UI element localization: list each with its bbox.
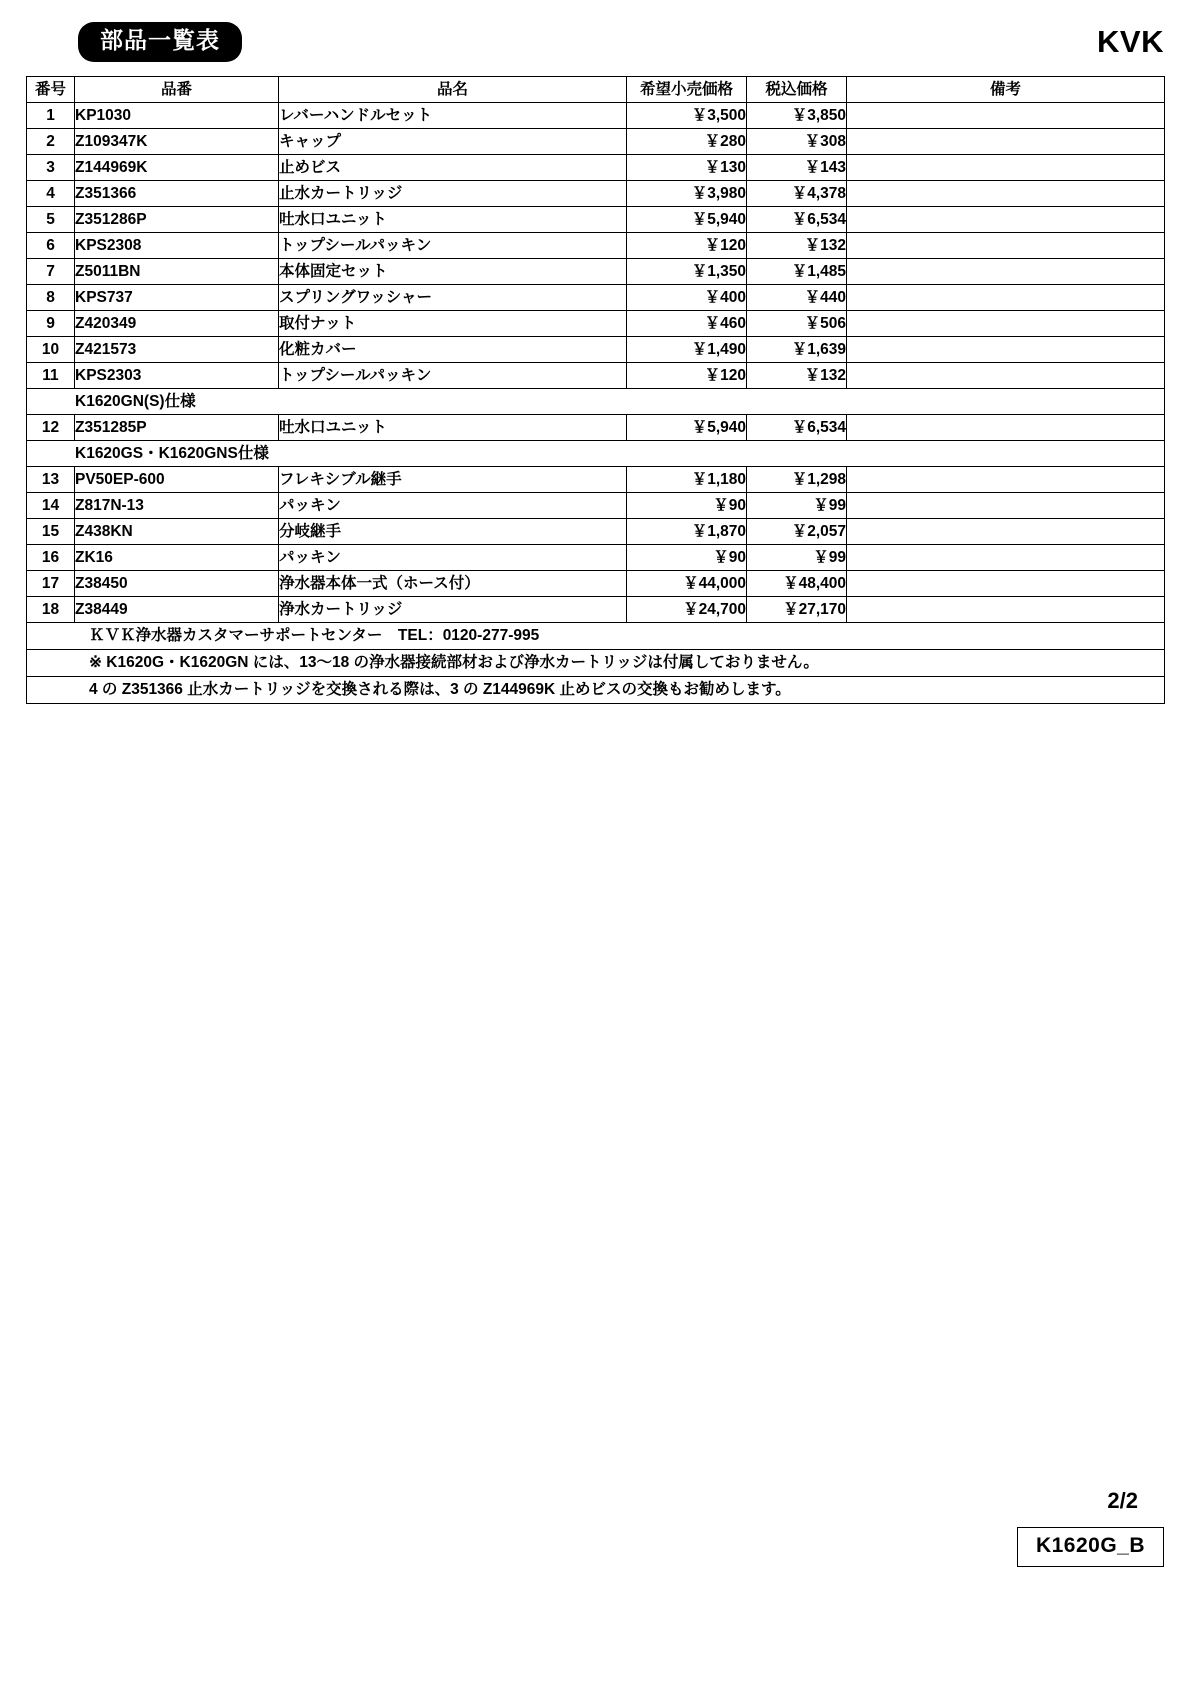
table-row bbox=[27, 337, 1165, 363]
cell-no: 7 bbox=[27, 259, 75, 285]
cell-note bbox=[847, 259, 1165, 285]
cell-no: 10 bbox=[27, 337, 75, 363]
cell-note bbox=[847, 597, 1165, 623]
cell-note bbox=[847, 155, 1165, 181]
table-row bbox=[27, 493, 1165, 519]
cell-name: 分岐継手 bbox=[279, 519, 627, 545]
table-row bbox=[27, 129, 1165, 155]
cell-price: ￥120 bbox=[627, 363, 747, 389]
table-row bbox=[27, 415, 1165, 441]
recommendation-text: 4 の Z351366 止水カートリッジを交換される際は、3 の Z144969K 止めビスの交換もお勧めします。 bbox=[27, 677, 1165, 704]
cell-name: パッキン bbox=[279, 545, 627, 571]
cell-code: Z109347K bbox=[75, 129, 279, 155]
cell-price: ￥280 bbox=[627, 129, 747, 155]
cell-note bbox=[847, 103, 1165, 129]
cell-tax: ￥132 bbox=[747, 233, 847, 259]
cell-no: 18 bbox=[27, 597, 75, 623]
col-header-price: 希望小売価格 bbox=[627, 77, 747, 103]
cell-code: KPS737 bbox=[75, 285, 279, 311]
cell-tax: ￥1,485 bbox=[747, 259, 847, 285]
table-row bbox=[27, 571, 1165, 597]
table-row bbox=[27, 467, 1165, 493]
cell-no: 11 bbox=[27, 363, 75, 389]
cell-code: Z144969K bbox=[75, 155, 279, 181]
cell-tax: ￥3,850 bbox=[747, 103, 847, 129]
disclaimer-row bbox=[27, 650, 1165, 677]
cell-name: 化粧カバー bbox=[279, 337, 627, 363]
cell-tax: ￥440 bbox=[747, 285, 847, 311]
table-row bbox=[27, 259, 1165, 285]
cell-note bbox=[847, 519, 1165, 545]
cell-tax: ￥1,639 bbox=[747, 337, 847, 363]
table-row bbox=[27, 155, 1165, 181]
cell-tax: ￥132 bbox=[747, 363, 847, 389]
disclaimer-text: ※ K1620G・K1620GN には、13～18 の浄水器接続部材および浄水カートリッジは付属しておりません。 bbox=[27, 650, 1165, 677]
cell-price: ￥24,700 bbox=[627, 597, 747, 623]
cell-name: 浄水器本体一式（ホース付） bbox=[279, 571, 627, 597]
col-header-code: 品番 bbox=[75, 77, 279, 103]
cell-tax: ￥6,534 bbox=[747, 415, 847, 441]
cell-no: 3 bbox=[27, 155, 75, 181]
cell-code: Z351286P bbox=[75, 207, 279, 233]
table-header bbox=[27, 77, 1165, 103]
cell-note bbox=[847, 571, 1165, 597]
cell-code: Z421573 bbox=[75, 337, 279, 363]
parts-table-container bbox=[26, 76, 1164, 704]
cell-code: Z420349 bbox=[75, 311, 279, 337]
cell-price: ￥5,940 bbox=[627, 415, 747, 441]
cell-tax: ￥506 bbox=[747, 311, 847, 337]
cell-price: ￥5,940 bbox=[627, 207, 747, 233]
table-row bbox=[27, 207, 1165, 233]
cell-code: KP1030 bbox=[75, 103, 279, 129]
table-header-row bbox=[27, 77, 1165, 103]
cell-no: 2 bbox=[27, 129, 75, 155]
table-row bbox=[27, 181, 1165, 207]
table-row bbox=[27, 597, 1165, 623]
cell-price: ￥400 bbox=[627, 285, 747, 311]
cell-name: 吐水口ユニット bbox=[279, 415, 627, 441]
table-row bbox=[27, 519, 1165, 545]
col-header-tax: 税込価格 bbox=[747, 77, 847, 103]
cell-name: 本体固定セット bbox=[279, 259, 627, 285]
cell-note bbox=[847, 363, 1165, 389]
cell-no: 17 bbox=[27, 571, 75, 597]
col-header-no: 番号 bbox=[27, 77, 75, 103]
cell-tax: ￥1,298 bbox=[747, 467, 847, 493]
cell-note bbox=[847, 207, 1165, 233]
cell-no: 12 bbox=[27, 415, 75, 441]
cell-no: 14 bbox=[27, 493, 75, 519]
table-subheader-row bbox=[27, 389, 1165, 415]
cell-code: PV50EP-600 bbox=[75, 467, 279, 493]
page-number: 2/2 bbox=[1107, 1488, 1138, 1513]
cell-note bbox=[847, 233, 1165, 259]
page-header bbox=[26, 22, 1164, 70]
cell-tax: ￥48,400 bbox=[747, 571, 847, 597]
cell-code: Z38450 bbox=[75, 571, 279, 597]
cell-note bbox=[847, 181, 1165, 207]
table-row bbox=[27, 103, 1165, 129]
cell-no: 9 bbox=[27, 311, 75, 337]
table-row bbox=[27, 233, 1165, 259]
cell-name: 吐水口ユニット bbox=[279, 207, 627, 233]
document-code: K1620G_B bbox=[1017, 1527, 1164, 1567]
col-header-name: 品名 bbox=[279, 77, 627, 103]
cell-code: Z38449 bbox=[75, 597, 279, 623]
cell-no: 13 bbox=[27, 467, 75, 493]
cell-no: 4 bbox=[27, 181, 75, 207]
cell-price: ￥130 bbox=[627, 155, 747, 181]
brand-logo: KVK bbox=[1097, 24, 1164, 59]
cell-price: ￥120 bbox=[627, 233, 747, 259]
cell-code: Z351366 bbox=[75, 181, 279, 207]
cell-name: トップシールパッキン bbox=[279, 233, 627, 259]
cell-code: Z351285P bbox=[75, 415, 279, 441]
cell-code: Z438KN bbox=[75, 519, 279, 545]
cell-name: フレキシブル継手 bbox=[279, 467, 627, 493]
cell-price: ￥44,000 bbox=[627, 571, 747, 597]
cell-price: ￥1,350 bbox=[627, 259, 747, 285]
cell-no: 6 bbox=[27, 233, 75, 259]
cell-tax: ￥4,378 bbox=[747, 181, 847, 207]
cell-code: KPS2303 bbox=[75, 363, 279, 389]
cell-note bbox=[847, 467, 1165, 493]
cell-code: KPS2308 bbox=[75, 233, 279, 259]
page-title: 部品一覧表 bbox=[78, 22, 242, 62]
cell-code: ZK16 bbox=[75, 545, 279, 571]
cell-note bbox=[847, 493, 1165, 519]
cell-price: ￥90 bbox=[627, 493, 747, 519]
cell-code: Z5011BN bbox=[75, 259, 279, 285]
cell-price: ￥3,500 bbox=[627, 103, 747, 129]
cell-price: ￥1,180 bbox=[627, 467, 747, 493]
table-row bbox=[27, 363, 1165, 389]
cell-note bbox=[847, 285, 1165, 311]
cell-note bbox=[847, 311, 1165, 337]
cell-tax: ￥27,170 bbox=[747, 597, 847, 623]
cell-name: 止めビス bbox=[279, 155, 627, 181]
col-header-note: 備考 bbox=[847, 77, 1165, 103]
cell-no: 16 bbox=[27, 545, 75, 571]
table-row bbox=[27, 545, 1165, 571]
cell-price: ￥90 bbox=[627, 545, 747, 571]
cell-tax: ￥6,534 bbox=[747, 207, 847, 233]
subheader-label: K1620GS・K1620GNS仕様 bbox=[27, 441, 1165, 467]
cell-price: ￥1,490 bbox=[627, 337, 747, 363]
table-row bbox=[27, 285, 1165, 311]
subheader-label: K1620GN(S)仕様 bbox=[27, 389, 1165, 415]
cell-price: ￥1,870 bbox=[627, 519, 747, 545]
support-center-text: ＫＶＫ浄水器カスタマーサポートセンター TEL：0120-277-995 bbox=[27, 623, 1165, 650]
cell-price: ￥460 bbox=[627, 311, 747, 337]
cell-name: パッキン bbox=[279, 493, 627, 519]
cell-name: 取付ナット bbox=[279, 311, 627, 337]
cell-name: 止水カートリッジ bbox=[279, 181, 627, 207]
cell-note bbox=[847, 545, 1165, 571]
cell-name: 浄水カートリッジ bbox=[279, 597, 627, 623]
cell-tax: ￥99 bbox=[747, 545, 847, 571]
cell-note bbox=[847, 337, 1165, 363]
cell-no: 15 bbox=[27, 519, 75, 545]
cell-note bbox=[847, 415, 1165, 441]
cell-tax: ￥143 bbox=[747, 155, 847, 181]
cell-no: 1 bbox=[27, 103, 75, 129]
cell-name: レバーハンドルセット bbox=[279, 103, 627, 129]
table-subheader-row bbox=[27, 441, 1165, 467]
cell-no: 5 bbox=[27, 207, 75, 233]
cell-name: トップシールパッキン bbox=[279, 363, 627, 389]
cell-name: スプリングワッシャー bbox=[279, 285, 627, 311]
recommendation-row bbox=[27, 677, 1165, 704]
cell-no: 8 bbox=[27, 285, 75, 311]
parts-table bbox=[26, 76, 1165, 704]
cell-code: Z817N-13 bbox=[75, 493, 279, 519]
cell-tax: ￥308 bbox=[747, 129, 847, 155]
cell-note bbox=[847, 129, 1165, 155]
support-center-row bbox=[27, 623, 1165, 650]
cell-price: ￥3,980 bbox=[627, 181, 747, 207]
cell-name: キャップ bbox=[279, 129, 627, 155]
cell-tax: ￥2,057 bbox=[747, 519, 847, 545]
table-body bbox=[27, 103, 1165, 704]
cell-tax: ￥99 bbox=[747, 493, 847, 519]
table-row bbox=[27, 311, 1165, 337]
